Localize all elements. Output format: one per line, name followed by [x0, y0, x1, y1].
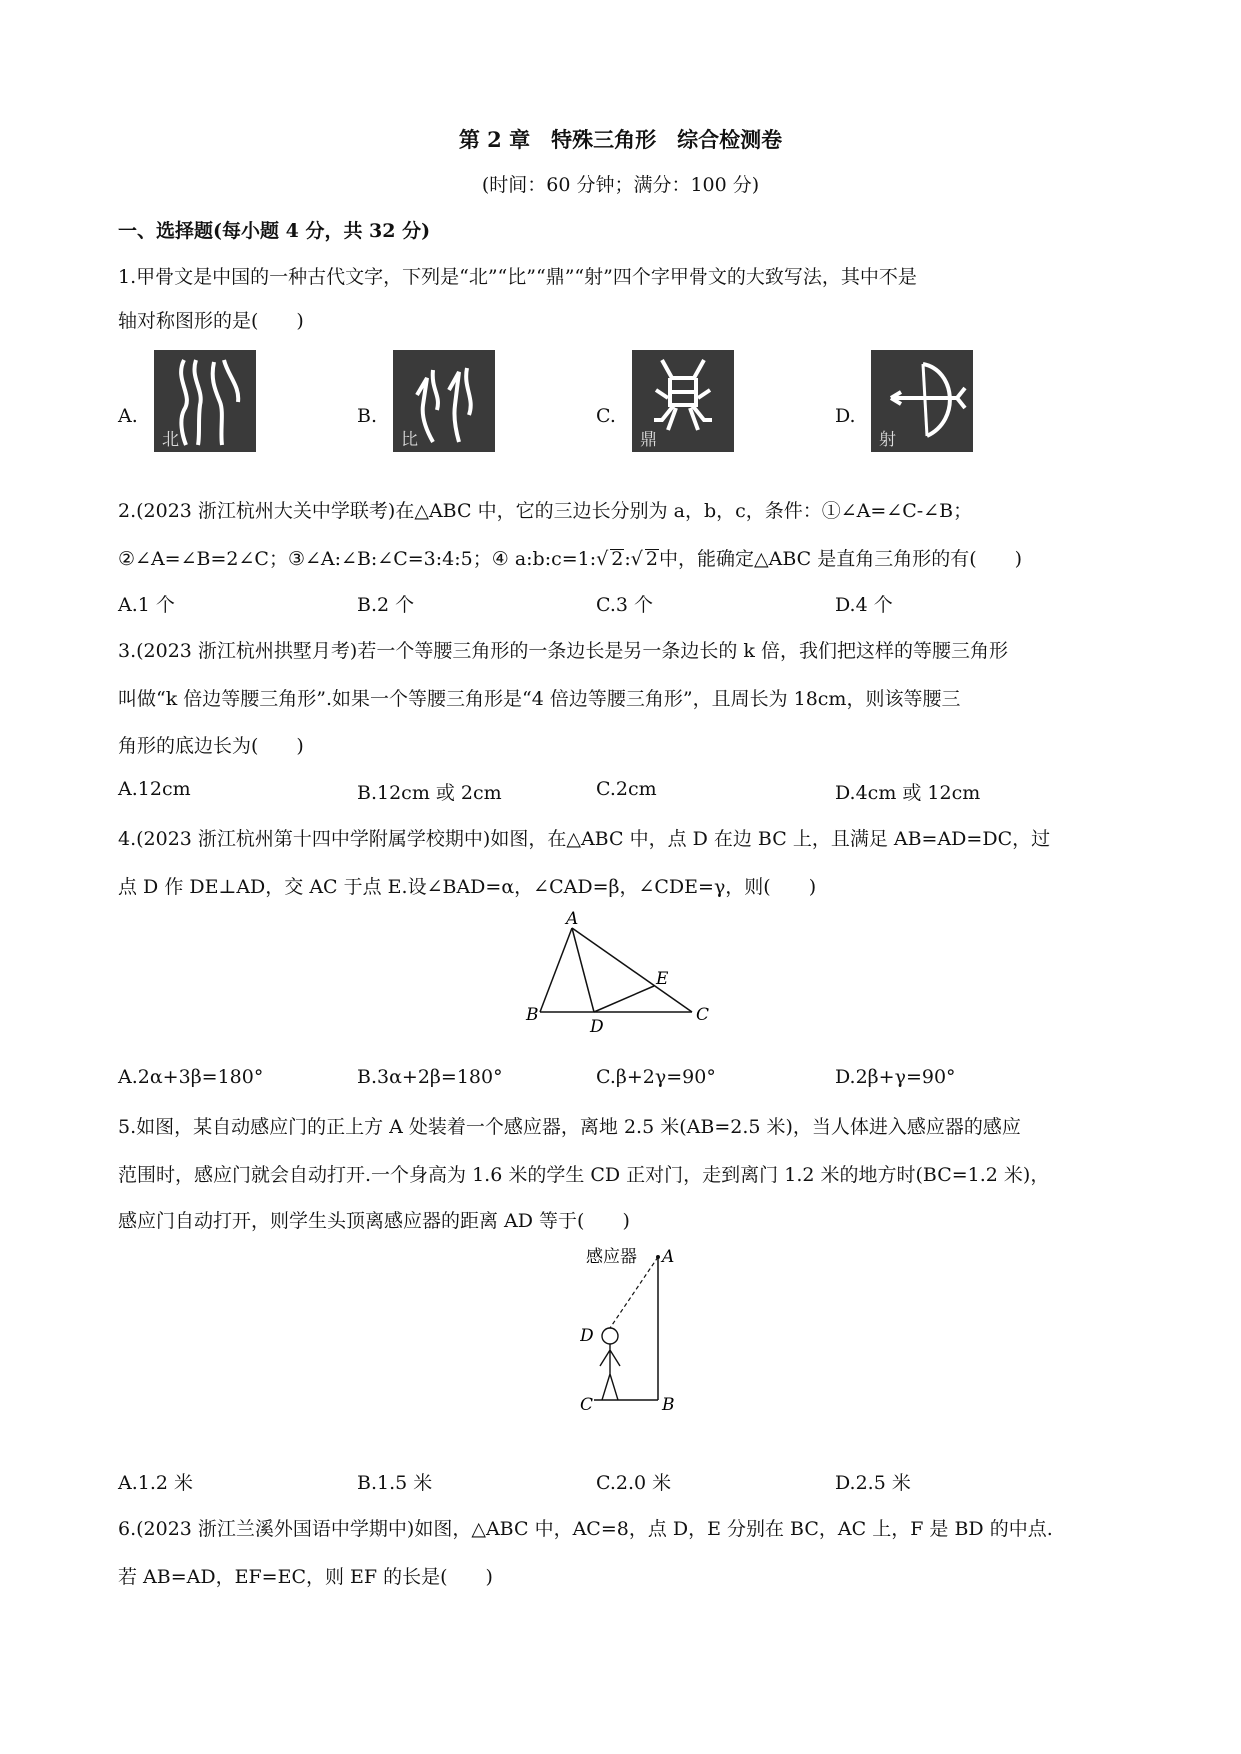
q5-sensor-figure [580, 1240, 700, 1420]
q3-option-c: C.2cm [596, 778, 657, 800]
oracle-ding-caption: 鼎 [640, 430, 657, 450]
q1-stem-line2: 轴对称图形的是( ) [118, 310, 304, 332]
sqrt-symbol: √ [630, 548, 643, 570]
q3-stem-line1: 3.(2023 浙江杭州拱墅月考)若一个等腰三角形的一条边长是另一条边长的 k 倍，我们把这样的等腰三角形 [118, 640, 1008, 662]
label-c: C [696, 1005, 710, 1025]
q1-option-b-label: B. [357, 405, 378, 427]
q4-option-b: B.3α+2β=180° [357, 1066, 503, 1088]
q3-stem-line3: 角形的底边长为( ) [118, 735, 304, 757]
label-e: E [656, 969, 669, 989]
q5-option-a: A.1.2 米 [118, 1472, 194, 1494]
q4-stem-line1: 4.(2023 浙江杭州第十四中学附属学校期中)如图，在△ABC 中，点 D 在边 BC 上，且满足 AB=AD=DC，过 [118, 828, 1051, 850]
q2-stem-line1: 2.(2023 浙江杭州大关中学联考)在△ABC 中，它的三边长分别为 a，b，c，条件：①∠A=∠C-∠B； [118, 500, 973, 522]
label-a: A [662, 1247, 675, 1267]
q4-stem-line2: 点 D 作 DE⊥AD，交 AC 于点 E.设∠BAD=α，∠CAD=β，∠CDE=γ，则( ) [118, 876, 817, 898]
q6-stem-line2: 若 AB=AD，EF=EC，则 EF 的长是( ) [118, 1566, 493, 1588]
label-a: A [566, 909, 579, 929]
q1-option-a-label: A. [118, 405, 138, 427]
q5-stem-line1: 5.如图，某自动感应门的正上方 A 处装着一个感应器，离地 2.5 米(AB=2.5 米)，当人体进入感应器的感应 [118, 1116, 1021, 1138]
q5-stem-line2: 范围时，感应门就会自动打开.一个身高为 1.6 米的学生 CD 正对门，走到离门 1.2 米的地方时(BC=1.2 米)， [118, 1164, 1050, 1186]
q2-stem-line2-part1: ②∠A=∠B=2∠C；③∠A:∠B:∠C=3:4:5；④ a:b:c=1: [118, 548, 597, 570]
page-title: 第 2 章 特殊三角形 综合检测卷 [458, 127, 783, 152]
q2-option-a: A.1 个 [118, 594, 175, 616]
q2-option-b: B.2 个 [357, 594, 415, 616]
oracle-bi-image [393, 350, 495, 452]
student-head [602, 1328, 618, 1344]
q1-option-d-label: D. [835, 405, 856, 427]
exam-info: (时间：60 分钟；满分：100 分) [481, 174, 760, 196]
q2-sqrt-1: 2 [611, 548, 624, 570]
q3-stem-line2: 叫做“k 倍边等腰三角形”.如果一个等腰三角形是“4 倍边等腰三角形”，且周长为 18cm，则该等腰三 [118, 688, 961, 710]
segment-ab [540, 928, 572, 1012]
oracle-bei-caption: 北 [162, 430, 179, 450]
q4-option-c: C.β+2γ=90° [596, 1066, 716, 1088]
q3-option-d: D.4cm 或 12cm [835, 782, 981, 804]
q2-stem-line2-part2: : [624, 548, 631, 570]
label-sensor: 感应器 [586, 1247, 637, 1267]
oracle-bei-image [154, 350, 256, 452]
label-b: B [662, 1395, 675, 1415]
q5-option-b: B.1.5 米 [357, 1472, 433, 1494]
oracle-bi-caption: 比 [401, 430, 418, 450]
segment-de [594, 986, 654, 1012]
q1-option-c-label: C. [596, 405, 616, 427]
segment-ad [610, 1257, 658, 1328]
label-c: C [580, 1395, 594, 1415]
q4-option-a: A.2α+3β=180° [118, 1066, 264, 1088]
label-b: B [526, 1005, 539, 1025]
q1-stem-line1: 1.甲骨文是中国的一种古代文字，下列是“北”“比”“鼎”“射”四个字甲骨文的大致写法，其中不是 [118, 266, 917, 288]
q5-option-c: C.2.0 米 [596, 1472, 672, 1494]
section-heading: 一、选择题(每小题 4 分，共 32 分) [118, 220, 431, 242]
q2-option-c: C.3 个 [596, 594, 654, 616]
q4-option-d: D.2β+γ=90° [835, 1066, 956, 1088]
q6-stem-line1: 6.(2023 浙江兰溪外国语中学期中)如图，△ABC 中，AC=8，点 D，E 分别在 BC，AC 上，F 是 BD 的中点. [118, 1518, 1053, 1540]
q2-option-d: D.4 个 [835, 594, 893, 616]
q5-option-d: D.2.5 米 [835, 1472, 911, 1494]
q2-sqrt-2: 2 [645, 548, 658, 570]
label-d: D [590, 1017, 604, 1037]
q2-stem-line2-part3: 中，能确定△ABC 是直角三角形的有( ) [658, 548, 1023, 570]
q3-option-b: B.12cm 或 2cm [357, 782, 502, 804]
oracle-she-caption: 射 [879, 430, 896, 450]
q3-option-a: A.12cm [118, 778, 191, 800]
oracle-she-image [871, 350, 973, 452]
q5-stem-line3: 感应门自动打开，则学生头顶离感应器的距离 AD 等于( ) [118, 1210, 630, 1232]
label-d: D [580, 1326, 594, 1346]
q2-stem-line2 [118, 544, 1022, 571]
sqrt-symbol: √ [596, 548, 609, 570]
student-body [600, 1344, 620, 1400]
oracle-ding-image [632, 350, 734, 452]
q4-triangle-figure [520, 908, 720, 1038]
